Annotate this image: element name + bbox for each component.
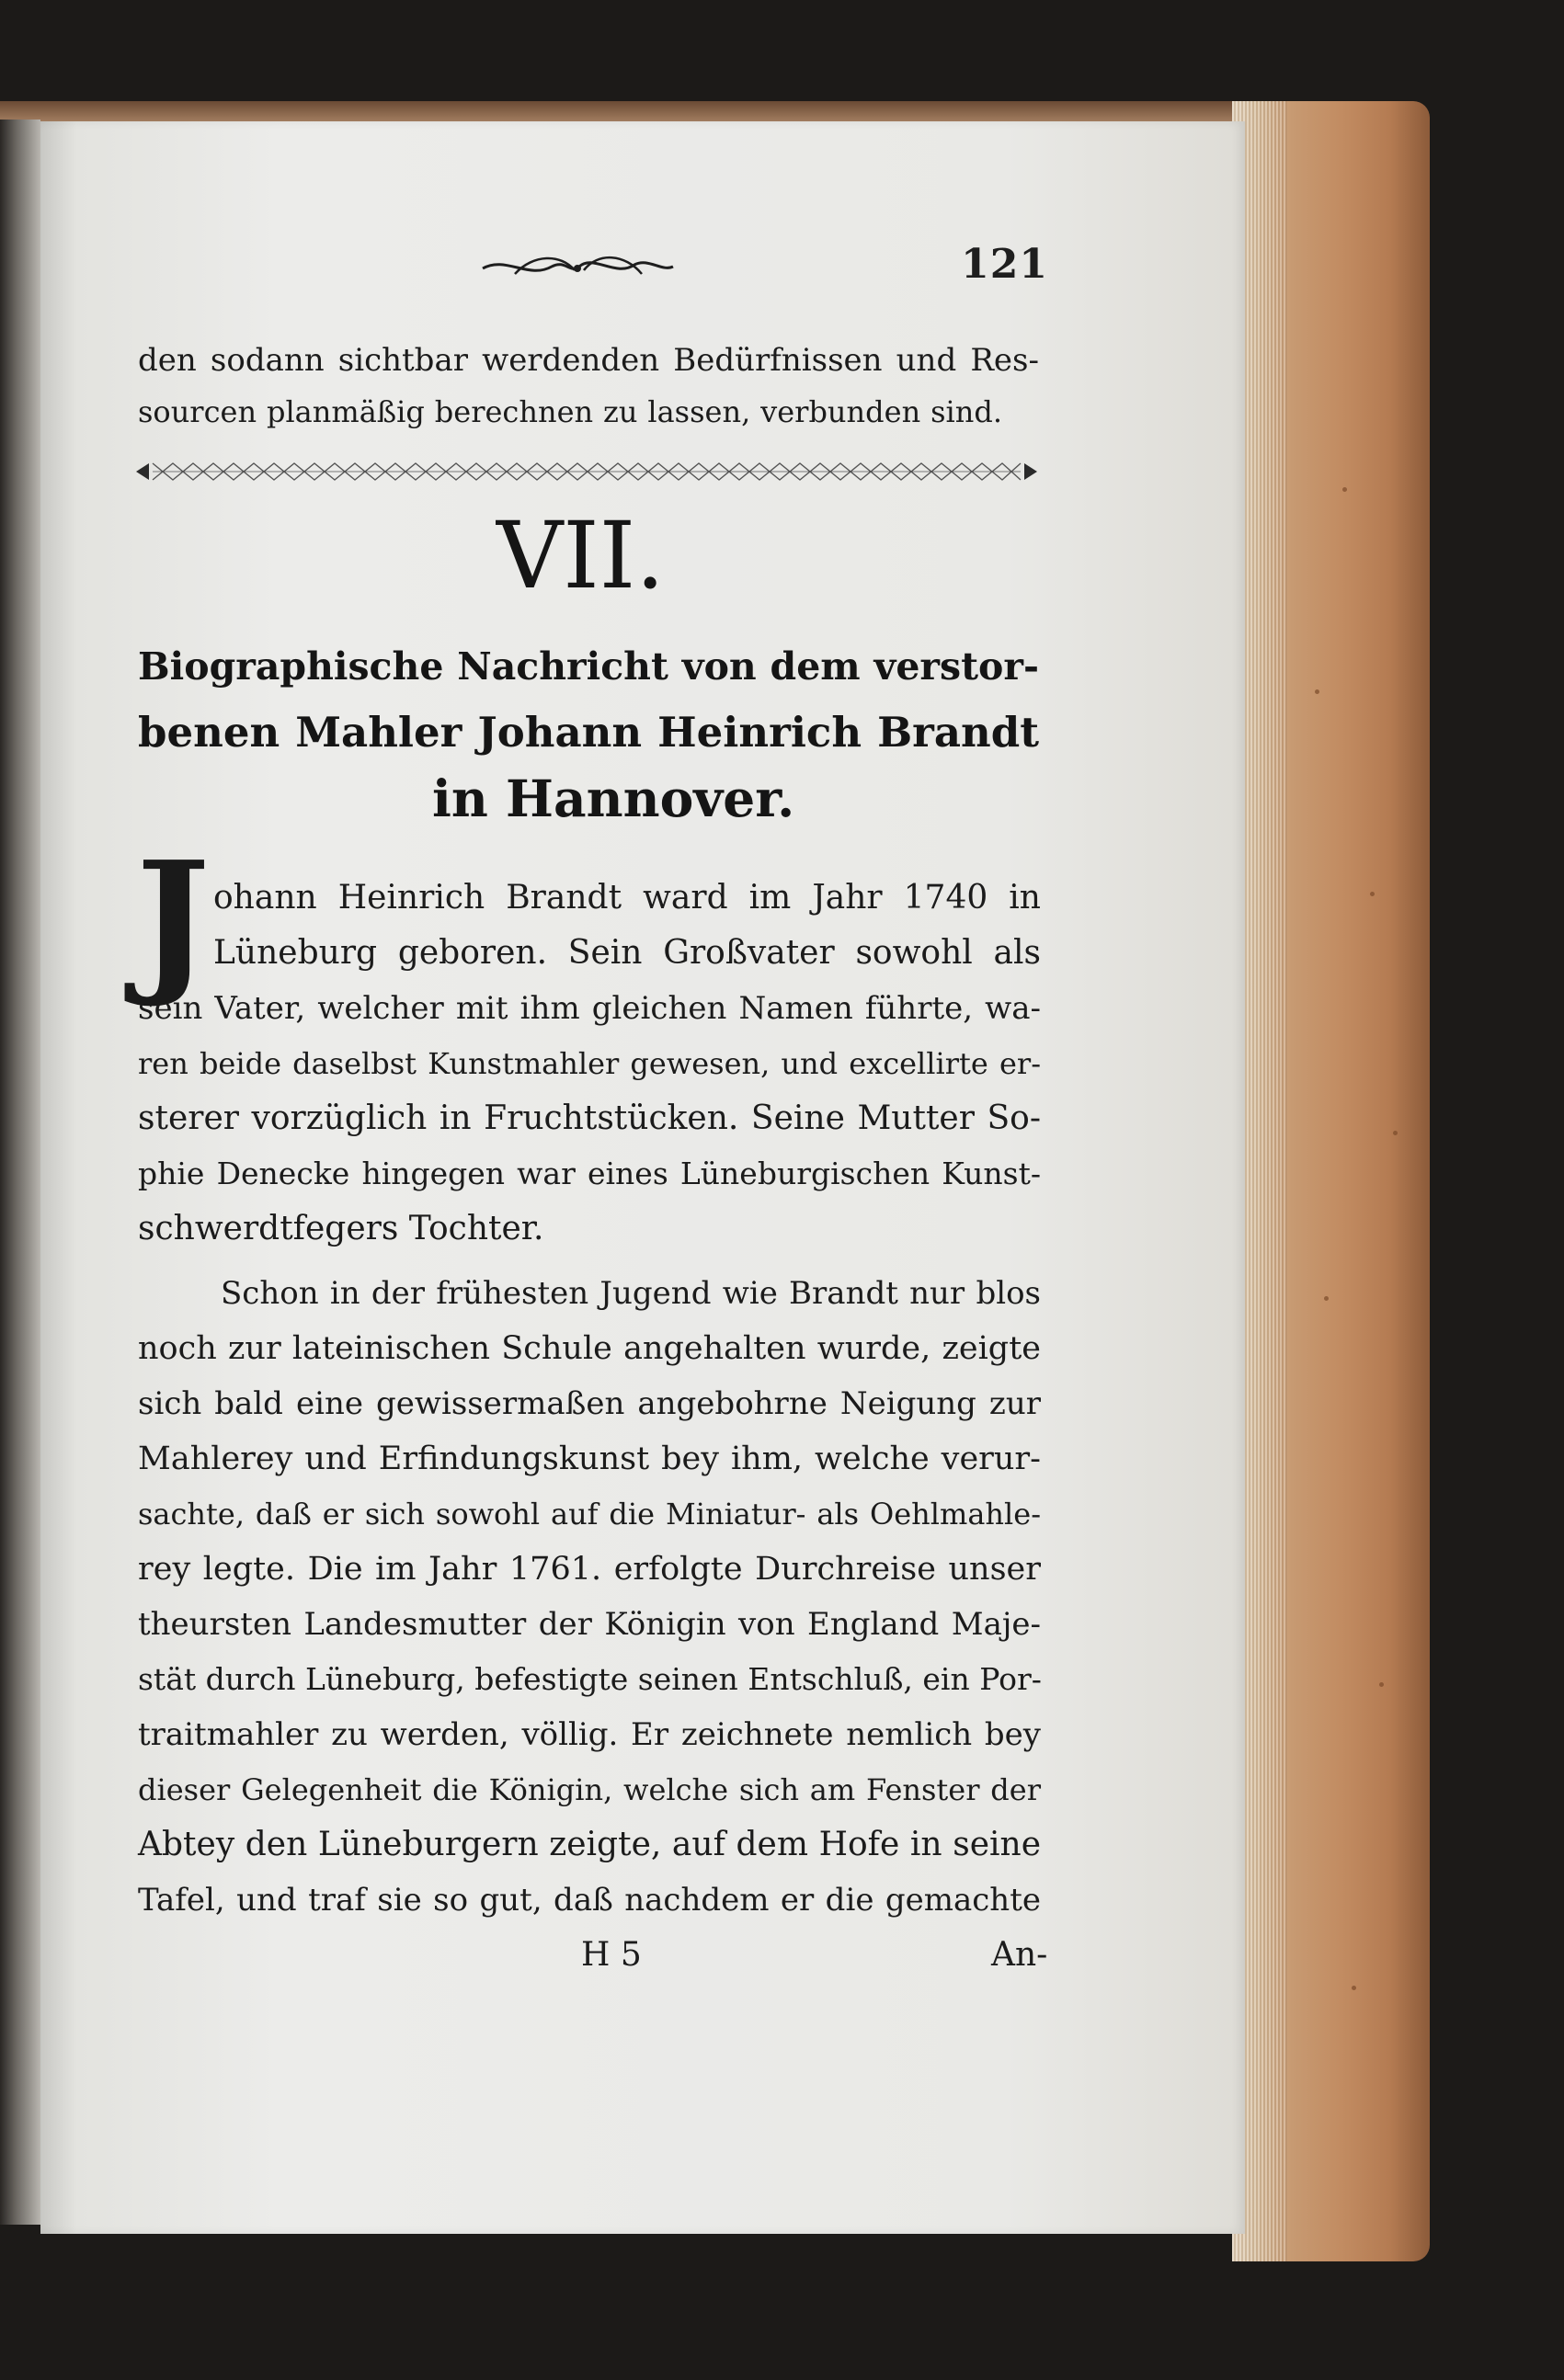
paragraph-line: rey legte. Die im Jahr 1761. erfolgte Durchreise unser: [138, 1551, 1041, 1588]
chapter-title-line: in Hannover.: [432, 769, 795, 828]
header-ornament-icon: [478, 246, 676, 287]
page-number: 121: [961, 241, 1048, 288]
intro-line: sourcen planmäßig berechnen zu lassen, verbunden sind.: [138, 394, 1002, 429]
paragraph-line: Schon in der frühesten Jugend wie Brandt nur blos: [221, 1275, 1041, 1312]
paragraph-line: schwerdtfegers Tochter.: [138, 1210, 544, 1247]
book-gutter: [0, 120, 40, 2225]
chapter-number: VII.: [497, 502, 666, 609]
paragraph-line: stät durch Lüneburg, befestigte seinen Entschluß, ein Por-: [138, 1661, 1042, 1697]
ornamental-rule: [136, 460, 1037, 484]
paragraph-line: dieser Gelegenheit die Königin, welche sich am Fenster der: [138, 1772, 1041, 1807]
paragraph-line: traitmahler zu werden, völlig. Er zeichnete nemlich bey: [138, 1716, 1041, 1753]
paragraph-line: sachte, daß er sich sowohl auf die Miniatur- als Oehlmahle-: [138, 1497, 1041, 1532]
paragraph-line: theursten Landesmutter der Königin von England Maje-: [138, 1606, 1041, 1643]
drop-cap: J: [136, 827, 211, 1011]
paragraph-line: ohann Heinrich Brandt ward im Jahr 1740 in: [213, 879, 1041, 917]
signature-mark: H 5: [581, 1936, 642, 1974]
paragraph-line: Abtey den Lüneburgern zeigte, auf dem Hofe in seine: [138, 1826, 1041, 1863]
paragraph-line: sich bald eine gewissermaßen angebohrne Neigung zur: [138, 1385, 1041, 1422]
paragraph-line: Mahlerey und Erfindungskunst bey ihm, welche verur-: [138, 1441, 1041, 1477]
paragraph-line: phie Denecke hingegen war eines Lüneburgischen Kunst-: [138, 1156, 1041, 1191]
catchword: An-: [991, 1936, 1048, 1974]
paragraph-line: Lüneburg geboren. Sein Großvater sowohl als: [213, 934, 1041, 972]
paragraph-line: noch zur lateinischen Schule angehalten wurde, zeigte: [138, 1330, 1041, 1367]
paragraph-line: sterer vorzüglich in Fruchtstücken. Seine Mutter So-: [138, 1099, 1041, 1137]
intro-line: den sodann sichtbar werdenden Bedürfnissen und Res-: [138, 342, 1039, 379]
paragraph-line: sein Vater, welcher mit ihm gleichen Namen führte, wa-: [138, 990, 1041, 1027]
paragraph-line: ren beide daselbst Kunstmahler gewesen, und excellirte er-: [138, 1046, 1041, 1081]
chapter-title-line: Biographische Nachricht von dem verstor-: [138, 644, 1039, 689]
book-fore-edge: [1232, 101, 1430, 2261]
paragraph-line: Tafel, und traf sie so gut, daß nachdem er die gemachte: [138, 1882, 1041, 1919]
chapter-title-line: benen Mahler Johann Heinrich Brandt: [138, 708, 1039, 757]
